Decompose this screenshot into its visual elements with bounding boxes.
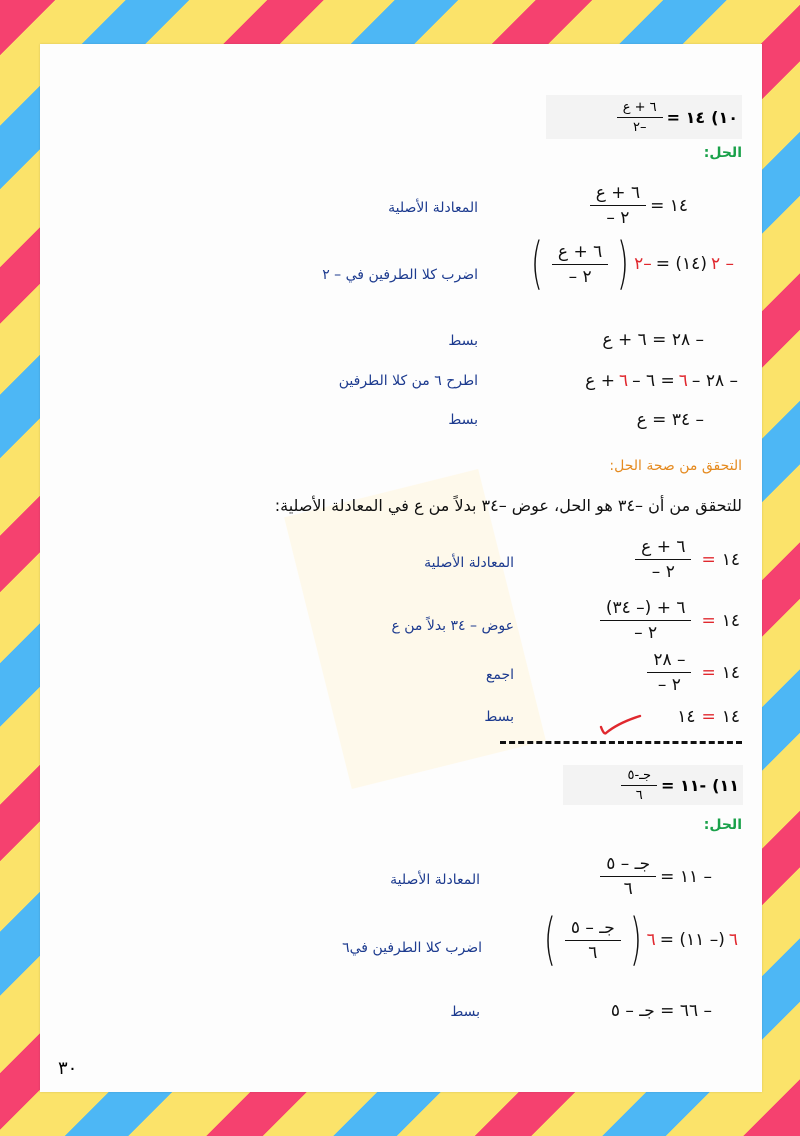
multiplier-left: – ٢ <box>710 254 734 274</box>
fraction-denominator: ٦ <box>635 787 643 803</box>
fraction-numerator: جـ – ٥ <box>565 918 621 941</box>
verify-3-equation <box>643 650 740 695</box>
verify-4-note: بسط <box>484 709 514 725</box>
step-middle: (– ١١) = <box>659 930 725 950</box>
paren-close: ) <box>543 907 556 972</box>
p11-step-2-note: اضرب كلا الطرفين في٦ <box>342 940 482 956</box>
verify-4-equation <box>677 707 740 727</box>
step-part-red: ٦ <box>678 371 688 391</box>
fraction-denominator: ٢ – <box>568 266 592 287</box>
fraction-denominator: ٢ – <box>606 208 630 228</box>
step-fraction <box>590 183 646 228</box>
verify-fraction <box>647 650 691 695</box>
step-3-note: بسط <box>448 333 478 349</box>
fraction-numerator: – ٢٨ <box>647 650 691 673</box>
fraction-denominator: –٢ <box>632 119 647 135</box>
multiplier-right: ٦ <box>646 930 656 950</box>
step-1-equation <box>586 183 688 228</box>
problem-10-number: ١٠) <box>711 107 738 127</box>
step-3-equation: – ٢٨ = ٦ + ع <box>602 330 704 350</box>
paren-close: ) <box>530 231 544 296</box>
fraction-numerator: ٦ + ع <box>617 100 663 118</box>
p11-step-2-equation <box>539 907 738 972</box>
step-fraction <box>600 854 656 899</box>
verify-fraction <box>600 598 692 643</box>
step-lhs: ١٤ = <box>650 195 688 216</box>
problem-11-number: ١١) <box>712 775 739 795</box>
fraction-numerator: جـ-٥ <box>621 768 657 786</box>
step-fraction <box>552 242 608 287</box>
step-part: = ٦ – <box>632 371 675 391</box>
verify-intro: للتحقق من أن –٣٤ هو الحل، عوض –٣٤ بدلاً من ع في المعادلة الأصلية: <box>274 496 742 515</box>
fraction-denominator: ٢ – <box>651 562 675 582</box>
fraction-denominator: ٦ <box>588 942 598 963</box>
step-lhs: – ١١ = <box>660 866 712 887</box>
fraction-numerator: ٦ + ع <box>552 242 608 265</box>
p11-step-3-equation: – ٦٦ = جـ – ٥ <box>610 1001 712 1021</box>
problem-10-lhs: ١٤ = <box>666 107 706 127</box>
multiplier-left: ٦ <box>728 930 738 950</box>
solution-label-10: الحل: <box>703 145 742 161</box>
verify-fraction <box>635 537 691 582</box>
step-fraction <box>565 918 621 963</box>
verify-lhs: ١٤ <box>721 610 740 631</box>
verify-equals: = <box>701 610 716 631</box>
p11-step-3-note: بسط <box>450 1004 480 1020</box>
multiplier-right: –٢ <box>634 254 652 274</box>
verify-label: التحقق من صحة الحل: <box>609 458 742 474</box>
fraction-denominator: ٢ – <box>634 623 658 643</box>
verify-1-equation <box>631 537 740 582</box>
p11-step-1-equation <box>596 854 712 899</box>
fraction-denominator: ٦ <box>623 879 633 899</box>
step-part: + ع <box>585 371 615 391</box>
verify-equals: = <box>701 662 716 683</box>
step-part: – ٢٨ – <box>691 371 738 391</box>
step-4-equation <box>585 371 738 391</box>
problem-11-lhs: -١١ = <box>661 775 707 795</box>
fraction-denominator: ٢ – <box>657 675 681 695</box>
step-4-note: اطرح ٦ من كلا الطرفين <box>338 373 478 389</box>
p11-step-1-note: المعادلة الأصلية <box>390 872 480 888</box>
verify-equals: = <box>701 707 716 727</box>
verify-lhs: ١٤ <box>721 549 740 570</box>
fraction-numerator: ٦ + ع <box>590 183 646 206</box>
checkmark-icon <box>598 713 644 739</box>
step-part-red: ٦ <box>618 371 629 391</box>
step-1-note: المعادلة الأصلية <box>388 200 478 216</box>
solution-label-11: الحل: <box>703 817 742 833</box>
page-number: ٣٠ <box>58 1058 78 1079</box>
step-2-equation <box>526 231 734 296</box>
step-2-note: اضرب كلا الطرفين في – ٢ <box>322 267 478 283</box>
verify-equals: = <box>701 549 716 570</box>
paren-open: ( <box>617 231 630 296</box>
problem-11-fraction <box>621 768 657 803</box>
verify-1-note: المعادلة الأصلية <box>424 555 514 571</box>
fraction-numerator: ٦ + (– ٣٤) <box>600 598 692 621</box>
step-middle: (١٤) = <box>655 254 707 274</box>
verify-lhs: ١٤ <box>721 662 740 683</box>
problem-10-statement <box>546 95 742 139</box>
problem-10-fraction <box>617 100 663 135</box>
step-5-equation: – ٣٤ = ع <box>636 410 704 430</box>
step-5-note: بسط <box>448 412 478 428</box>
verify-3-note: اجمع <box>485 667 514 683</box>
separator-dashed-line <box>500 741 742 744</box>
fraction-numerator: ٦ + ع <box>635 537 691 560</box>
paren-open: ( <box>629 907 642 972</box>
problem-11-statement <box>563 765 743 805</box>
verify-lhs: ١٤ <box>721 707 740 727</box>
fraction-numerator: جـ – ٥ <box>600 854 656 877</box>
verify-2-equation <box>596 598 740 643</box>
verify-2-note: عوض – ٣٤ بدلاً من ع <box>391 618 514 634</box>
verify-rhs: ١٤ <box>677 707 696 727</box>
